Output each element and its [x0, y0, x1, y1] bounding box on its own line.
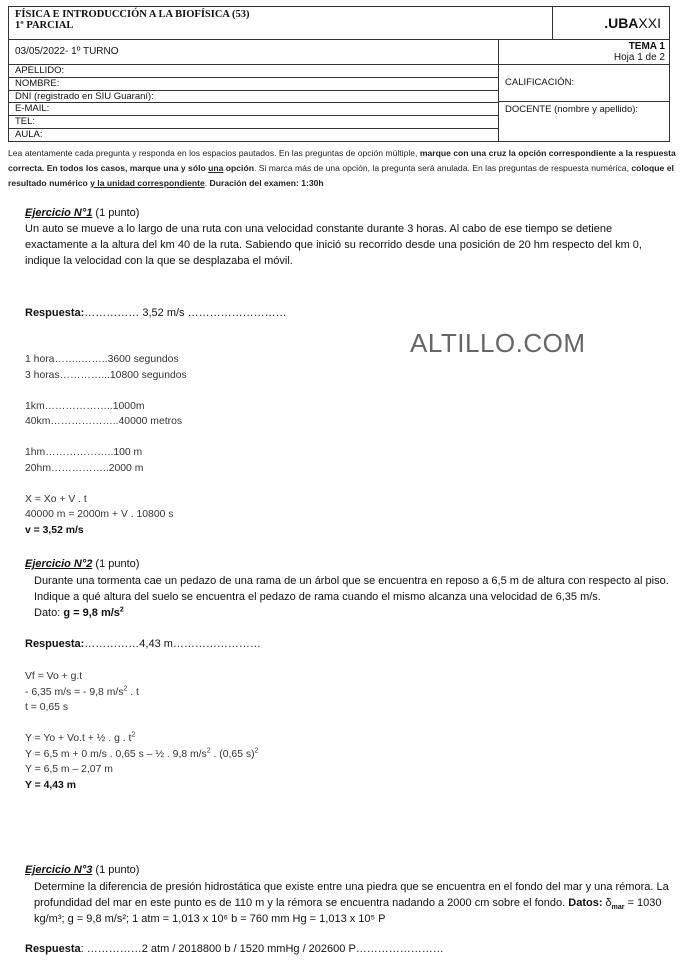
field-docente[interactable]: DOCENTE (nombre y apellido):: [505, 104, 639, 115]
field-nombre[interactable]: NOMBRE:: [9, 78, 498, 91]
ex2-calc-line: Y = 6,5 m – 2,07 m: [25, 764, 113, 775]
ex1-calc-line: 40km………………..40000 metros: [25, 416, 183, 427]
ex2-calc-gap: [25, 716, 258, 732]
ex3-delta-sub: mar: [611, 904, 625, 912]
ex1-result: v = 3,52 m/s: [25, 524, 84, 536]
ex2-calc-line: [25, 731, 258, 747]
ex1-calc-line: X = Xo + V . t: [25, 493, 87, 505]
ex3-text-body: Determine la diferencia de presión hidrostática que existe entre una piedra que se encuentra en el fondo del mar y una rémora. La profundidad del mar en este punto es de 110 m y la rémora se encuentra nadando a 2000 cm sobre el fondo.: [34, 881, 669, 909]
ex2-calc-line: [25, 685, 258, 701]
ex2-calc2a: - 6,35 m/s = - 9,8 m/s: [25, 686, 124, 698]
ex2-points: (1 punto): [92, 558, 140, 570]
instr-bold-1: marque con una cruz la opción correspondiente a la respuesta correcta. En todos los casos, marque una y sólo: [8, 148, 676, 173]
ex1-answer: [25, 306, 287, 322]
ex1-calc-line: 40000 m = 2000m + V . 10800 s: [25, 509, 174, 520]
sup-2: 2: [123, 685, 128, 693]
ex3-points: (1 punto): [92, 864, 140, 876]
course-name: FÍSICA E INTRODUCCIÓN A LA BIOFÍSICA (53): [15, 9, 250, 20]
ex2-heading: [25, 557, 139, 573]
ex2-calc-line: [25, 747, 258, 763]
ex1-text: Un auto se mueve a lo largo de una ruta con una velocidad constante durante 3 horas. Al cabo de ese tiempo se detiene exactamente a la altura del km 40 de la ruta. Sabiendo que inició su recorrido desde una posición de 20 hm respecto del km 0, indique la velocidad con la que se desplazaba el móvil.: [25, 223, 642, 267]
uba-logo: [553, 7, 669, 39]
instr-bold-2: opción: [223, 163, 254, 173]
ex2-title: Ejercicio N°2: [25, 558, 93, 570]
instructions: [8, 146, 680, 191]
ex1-calc-gap: [25, 430, 187, 446]
ex3-answer-value: : ……………2 atm / 2018800 b / 1520 mmHg / 202600 P……………………: [80, 943, 444, 955]
instr-duration: Duración del examen: 1:30h: [209, 178, 324, 188]
exam-header: [8, 6, 670, 142]
ex3-datos-label: Datos:: [568, 897, 606, 909]
ex3-title: Ejercicio N°3: [25, 864, 93, 876]
instr-underline-2: y la unidad correspondiente: [90, 178, 205, 188]
ex2-answer-value: ……………4,43 m……………………: [84, 638, 261, 650]
field-apellido[interactable]: APELLIDO:: [9, 65, 498, 78]
instr-text-2: . Si marca más de una opción, la pregunta será anulada. En las preguntas de respuesta numérica,: [253, 163, 632, 173]
ex2-text-body: Durante una tormenta cae un pedazo de una rama de un árbol que se encuentra en reposo a 6,5 m de altura con respecto al piso. Indique a qué altura del suelo se encuentra el pedazo de rama cuando el mismo alcanza una velocidad de 6,35 m/s.: [34, 575, 669, 603]
ex3-answer-label: Respuesta: [25, 943, 81, 955]
ex3-delta: δ: [605, 897, 612, 909]
tema-cell: [499, 40, 669, 64]
ex2-dato-label: Dato:: [34, 607, 64, 619]
field-tel[interactable]: TEL:: [9, 116, 498, 129]
sup-2: 2: [206, 747, 211, 755]
field-calificacion[interactable]: CALIFICACIÓN:: [499, 65, 669, 102]
ex1-calc: [25, 352, 187, 538]
ex2-calc: [25, 669, 258, 793]
ex1-heading: [25, 206, 139, 222]
ex1-answer-value: …………… 3,52 m/s ………………………: [84, 307, 287, 319]
instr-text-3: .: [204, 178, 210, 188]
ex1-calc-gap: [25, 383, 187, 399]
ex1-calc-line: 1hm………………..100 m: [25, 447, 143, 458]
ex3-text: [34, 879, 676, 927]
field-aula[interactable]: AULA:: [15, 128, 43, 140]
ex2-calc-line: Vf = Vo + g.t: [25, 671, 83, 682]
instr-text-1: Lea atentamente cada pregunta y responda en los espacios pautados. En las preguntas de opción múltiple,: [8, 148, 420, 158]
student-fields: [9, 65, 669, 141]
ex2-calc2b: . t: [127, 686, 139, 698]
ex3-answer: [25, 942, 444, 958]
sup-2: 2: [254, 747, 259, 755]
ex2-calc5a: Y = 6,5 m + 0 m/s . 0,65 s – ½ . 9,8 m/s: [25, 748, 207, 760]
ex2-calc-line: t = 0,65 s: [25, 702, 69, 713]
ex2-result: Y = 4,43 m: [25, 779, 76, 791]
instr-bold-3: coloque el resultado numérico: [8, 163, 674, 188]
course-title: [9, 7, 553, 39]
ex3-datos: = 1030 kg/m³; g = 9,8 m/s²; 1 atm = 1,013 x 10⁶ b = 760 mm Hg = 1,013 x 10⁵ P: [34, 897, 662, 925]
ex2-answer-label: Respuesta:: [25, 638, 85, 650]
ex1-calc-line: 1km………………..1000m: [25, 400, 145, 412]
ex2-dato: g = 9,8 m/s: [63, 607, 120, 619]
ex1-points: (1 punto): [92, 207, 140, 219]
ex1-answer-label: Respuesta:: [25, 307, 85, 319]
ex2-answer: [25, 637, 261, 653]
ex1-calc-gap: [25, 476, 187, 492]
ex2-text: [34, 573, 676, 621]
ex3-heading: [25, 863, 139, 879]
sup-2: 2: [131, 731, 136, 739]
ex1-calc-line: 1 hora……..……..3600 segundos: [25, 354, 179, 365]
ex1-calc-line: 3 horas…………...10800 segundos: [25, 369, 187, 381]
tema-label: TEMA 1: [628, 41, 665, 52]
hoja-label: Hoja 1 de 2: [613, 52, 665, 63]
exam-date: 03/05/2022- 1º TURNO: [9, 40, 499, 64]
logo-light: XXI: [638, 15, 661, 31]
ex1-title: Ejercicio N°1: [25, 207, 93, 219]
exam-name: 1º PARCIAL: [15, 20, 74, 31]
sup-2: 2: [119, 606, 124, 614]
ex2-calc5b: . (0,65 s): [210, 748, 255, 760]
ex1-calc-line: 20hm……………..2000 m: [25, 462, 144, 474]
logo-bold: .UBA: [604, 15, 639, 31]
field-email[interactable]: E-MAIL:: [9, 103, 498, 116]
watermark: ALTILLO.COM: [410, 328, 586, 358]
instr-underline-1: una: [208, 163, 224, 173]
field-dni[interactable]: DNI (registrado en SIU Guaraní):: [9, 91, 498, 104]
ex2-calc4a: Y = Yo + Vo.t + ½ . g . t: [25, 733, 132, 744]
